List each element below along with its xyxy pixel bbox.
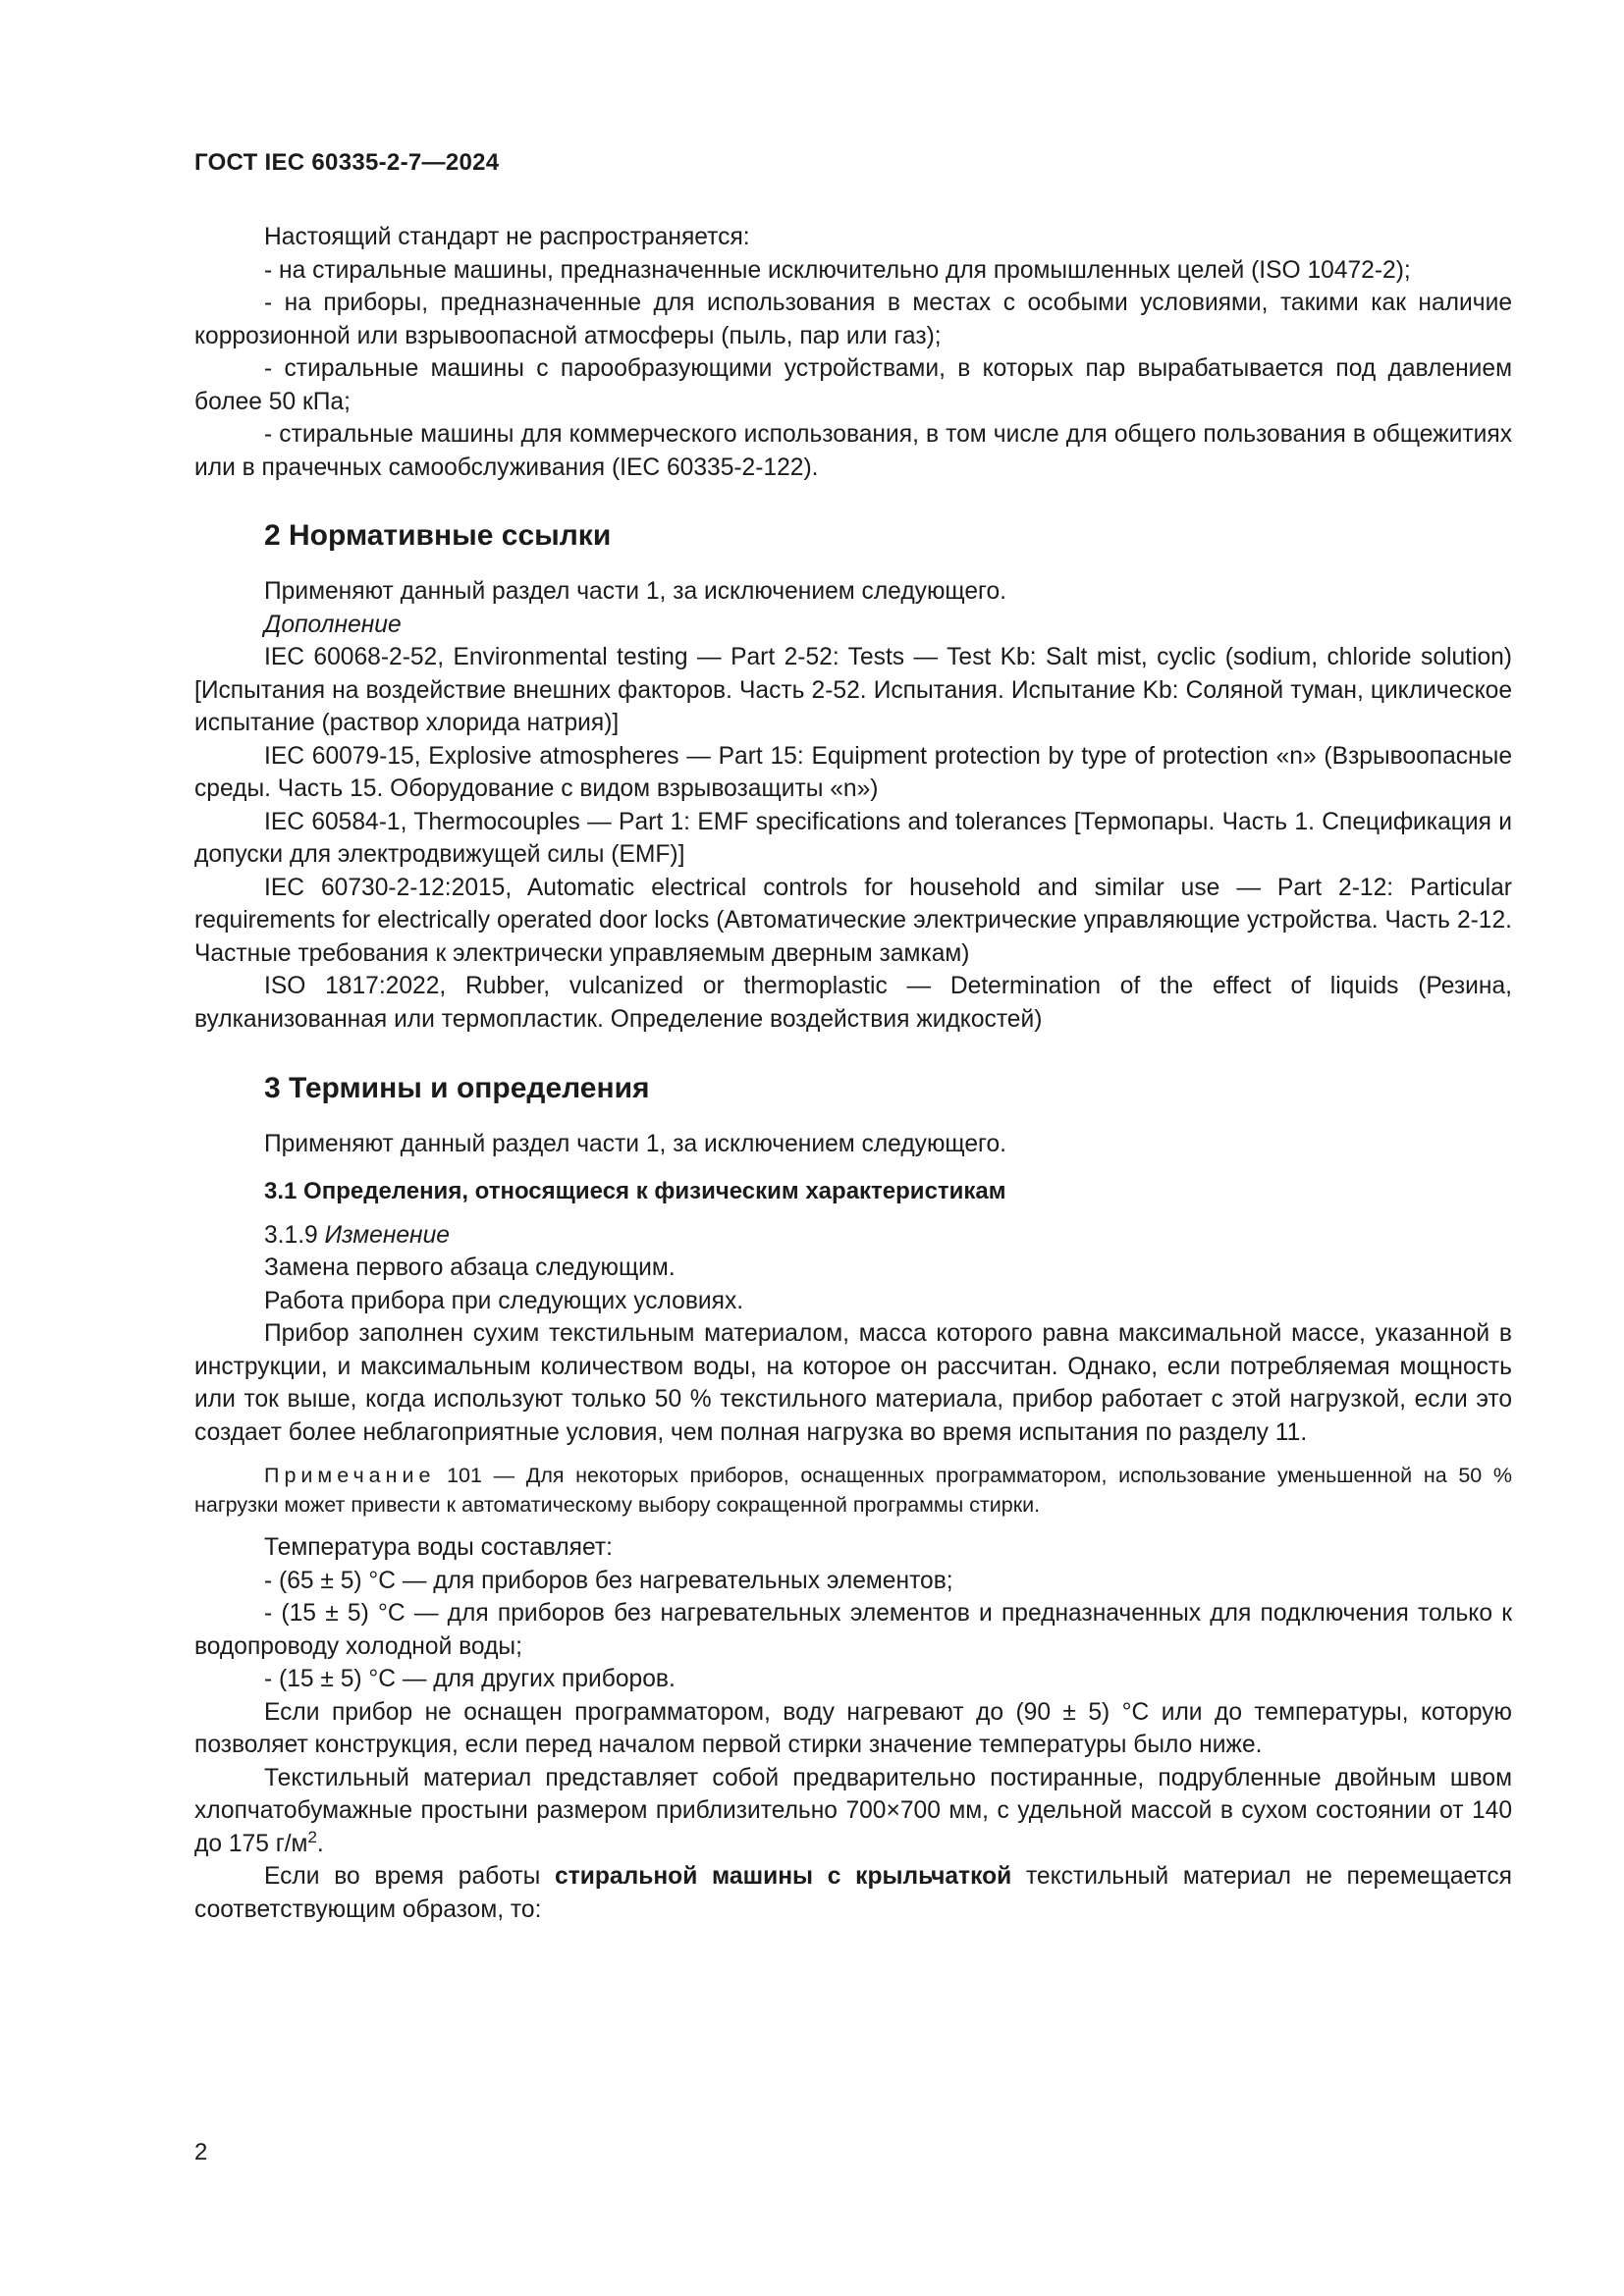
temperature-item: - (15 ± 5) °C — для приборов без нагревательных элементов и предназначенных для подключения только к водопроводу холодной воды; <box>194 1600 1512 1660</box>
temperature-item: - (15 ± 5) °C — для других приборов. <box>264 1666 676 1692</box>
text-run: Если во время работы <box>264 1863 556 1890</box>
note-text: 101 — Для некоторых приборов, оснащенных программатором, использование уменьшенной на 50 % нагрузки может привести к автоматическому выбору сокращенной программы стирки. <box>194 1464 1512 1517</box>
scope-item: - стиральные машины с парообразующими устройствами, в которых пар вырабатывается под давлением более 50 кПа; <box>194 355 1512 415</box>
addition-label: Дополнение <box>264 611 402 638</box>
scope-item: - стиральные машины для коммерческого использования, в том числе для общего пользования в общежитиях или в прачечных самообслуживания (IEC 60335-2-122). <box>194 421 1512 481</box>
clause-number: 3.1.9 <box>264 1221 325 1249</box>
section-2-heading: 2 Нормативные ссылки <box>264 519 612 552</box>
paragraph: Прибор заполнен сухим текстильным материалом, масса которого равна максимальной массе, указанной в инструкции, и максимальным количеством воды, на которое он рассчитан. Однако, если потребляемая мощность или ток выше, когда используют только 50 % текстильного материала, прибор работает с этой нагрузкой, если это создает более неблагоприятные условия, чем полная нагрузка во время испытания по разделу 11. <box>194 1320 1512 1446</box>
reference-item: IEC 60068-2-52, Environmental testing — Part 2-52: Tests — Test Kb: Salt mist, cyclic (sodium, chloride solution) [Испытания на воздействие внешних факторов. Часть 2-52. Испытания. Испытание Kb: Соляной туман, циклическое испытание (раствор хлорида натрия)] <box>194 644 1512 736</box>
superscript: 2 <box>307 1827 317 1846</box>
reference-item: ISO 1817:2022, Rubber, vulcanized or thermoplastic — Determination of the effect of liquids (Резина, вулканизованная или термопластик. Определение воздействия жидкостей) <box>194 973 1512 1033</box>
text-run: . <box>316 1830 324 1857</box>
paragraph <box>194 1762 1512 1861</box>
text-run: Текстильный материал представляет собой предварительно постиранные, подрубленные двойным швом хлопчатобумажные простыни размером приблизительно 700×700 мм, с удельной массой в сухом состоянии от 140 до 175 г/м <box>194 1764 1512 1857</box>
temperature-item: - (65 ± 5) °C — для приборов без нагревательных элементов; <box>264 1567 953 1594</box>
document-header: ГОСТ IEC 60335-2-7—2024 <box>194 149 500 176</box>
scope-item: - на приборы, предназначенные для использования в местах с особыми условиями, такими как наличие коррозионной или взрывоопасной атмосферы (пыль, пар или газ); <box>194 290 1512 349</box>
page-number: 2 <box>194 2139 208 2165</box>
text-run: текстильный материал не перемещается соответствующим образом, то: <box>194 1863 1512 1923</box>
note <box>194 1461 1512 1520</box>
document-body <box>194 221 1512 1926</box>
paragraph: Если прибор не оснащен программатором, воду нагревают до (90 ± 5) °C или до температуры, которую позволяет конструкция, если перед началом первой стирки значение температуры было ниже. <box>194 1698 1512 1758</box>
paragraph: Работа прибора при следующих условиях. <box>264 1287 744 1314</box>
section-3-heading: 3 Термины и определения <box>264 1072 650 1104</box>
section-2-intro: Применяют данный раздел части 1, за исключением следующего. <box>264 578 1006 605</box>
clause-title <box>194 1219 1512 1253</box>
reference-item: IEC 60584-1, Thermocouples — Part 1: EMF specifications and tolerances [Термопары. Часть 1. Спецификация и допуски для электродвижущей силы (EMF)] <box>194 808 1512 868</box>
paragraph: Замена первого абзаца следующим. <box>264 1255 676 1281</box>
scope-intro: Настоящий стандарт не распространяется: <box>264 224 750 250</box>
section-3-intro: Применяют данный раздел части 1, за исключением следующего. <box>264 1131 1006 1157</box>
clause-change-label: Изменение <box>324 1221 450 1249</box>
subsection-heading: 3.1 Определения, относящиеся к физическим характеристикам <box>264 1177 1006 1204</box>
paragraph <box>194 1860 1512 1926</box>
reference-item: IEC 60730-2-12:2015, Automatic electrical controls for household and similar use — Part 2-12: Particular requirements for electrically operated door locks (Автоматические электрические управляющие устройства. Часть 2-12. Частные требования к электрически управляемым дверным замкам) <box>194 874 1512 967</box>
bold-term: стиральной машины с крыльчаткой <box>555 1863 1012 1890</box>
note-label: Примечание <box>264 1464 436 1487</box>
scope-item: - на стиральные машины, предназначенные исключительно для промышленных целей (ISO 10472-2); <box>264 256 1411 284</box>
reference-item: IEC 60079-15, Explosive atmospheres — Part 15: Equipment protection by type of protection «n» (Взрывоопасные среды. Часть 15. Оборудование с видом взрывозащиты «n») <box>194 742 1512 802</box>
paragraph: Температура воды составляет: <box>264 1534 613 1561</box>
